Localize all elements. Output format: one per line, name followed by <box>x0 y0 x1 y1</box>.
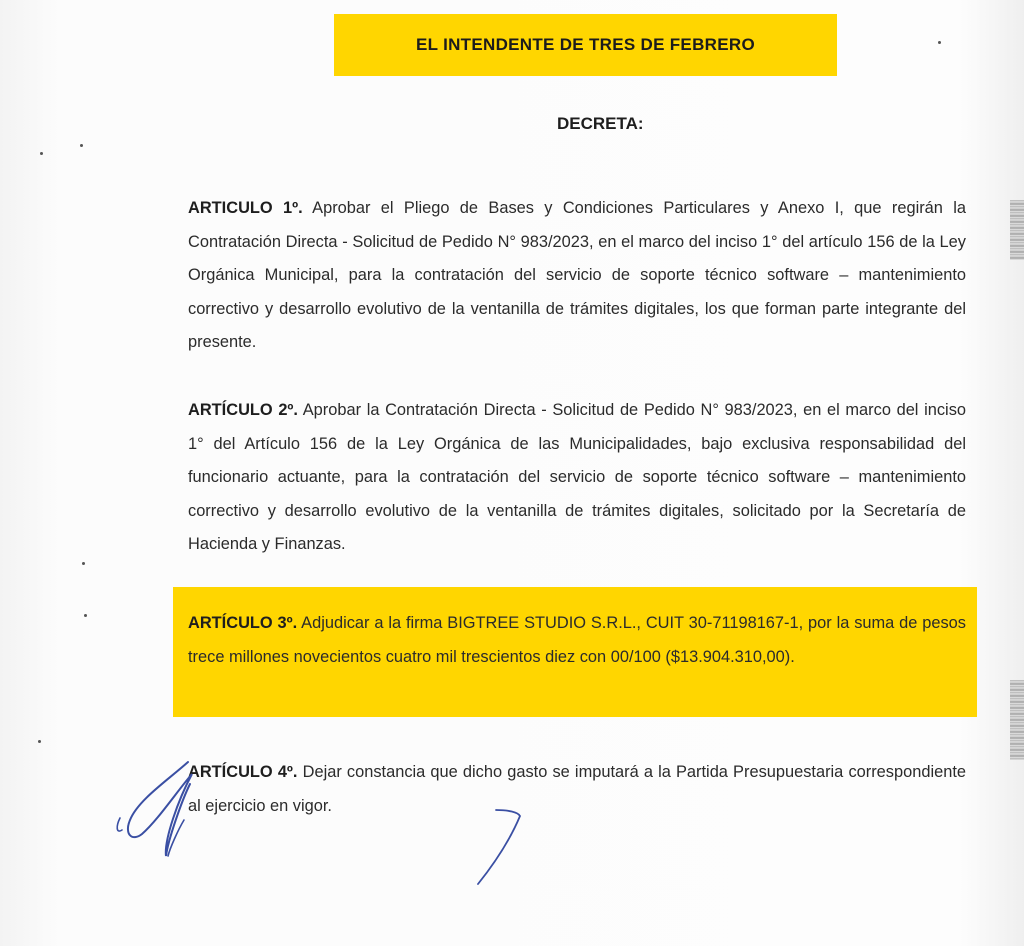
article-4-text: Dejar constancia que dicho gasto se imputará a la Partida Presupuestaria correspondiente al ejercicio en vigor. <box>188 763 966 815</box>
scan-speck <box>80 144 83 147</box>
scan-speck <box>84 614 87 617</box>
scan-speck <box>38 740 41 743</box>
article-3-text: Adjudicar a la firma BIGTREE STUDIO S.R.L., CUIT 30-71198167-1, por la suma de pesos trece millones novecientos cuatro mil trescientos diez con 00/100 ($13.904.310,00). <box>188 614 966 666</box>
handwritten-signature <box>108 760 528 890</box>
article-2-label: ARTÍCULO 2º. <box>188 401 298 419</box>
scan-speck <box>40 152 43 155</box>
article-2-text: Aprobar la Contratación Directa - Solicitud de Pedido N° 983/2023, en el marco del inciso 1° del Artículo 156 de la Ley Orgánica de las Municipalidades, bajo exclusiva responsabilidad del funcionario actuante, para la contratación del servicio de soporte técnico software – mantenimiento correctivo y desarrollo evolutivo de la ventanilla de trámites digitales, solicitado por la Secretaría de Hacienda y Finanzas. <box>188 401 966 554</box>
article-1-text: Aprobar el Pliego de Bases y Condiciones Particulares y Anexo I, que regirán la Contratación Directa - Solicitud de Pedido N° 983/2023, en el marco del inciso 1° del artículo 156 de la Ley Orgánica Municipal, para la contratación del servicio de soporte técnico software – mantenimiento correctivo y desarrollo evolutivo de la ventanilla de trámites digitales, los que forman parte integrante del presente. <box>188 199 966 352</box>
article-1-label: ARTICULO 1º. <box>188 199 303 217</box>
document-title: EL INTENDENTE DE TRES DE FEBRERO <box>416 35 755 54</box>
scan-speck <box>82 562 85 565</box>
scan-speck <box>938 41 941 44</box>
scan-edge-mark <box>1010 200 1024 260</box>
article-3-label: ARTÍCULO 3º. <box>188 614 298 632</box>
article-3 <box>188 607 966 674</box>
decreta-heading: DECRETA: <box>557 114 644 133</box>
title-highlight <box>334 14 837 76</box>
article-2 <box>188 394 966 562</box>
article-1 <box>188 192 966 360</box>
scan-edge-mark <box>1010 680 1024 760</box>
article-4-label: ARTÍCULO 4º. <box>188 763 298 781</box>
